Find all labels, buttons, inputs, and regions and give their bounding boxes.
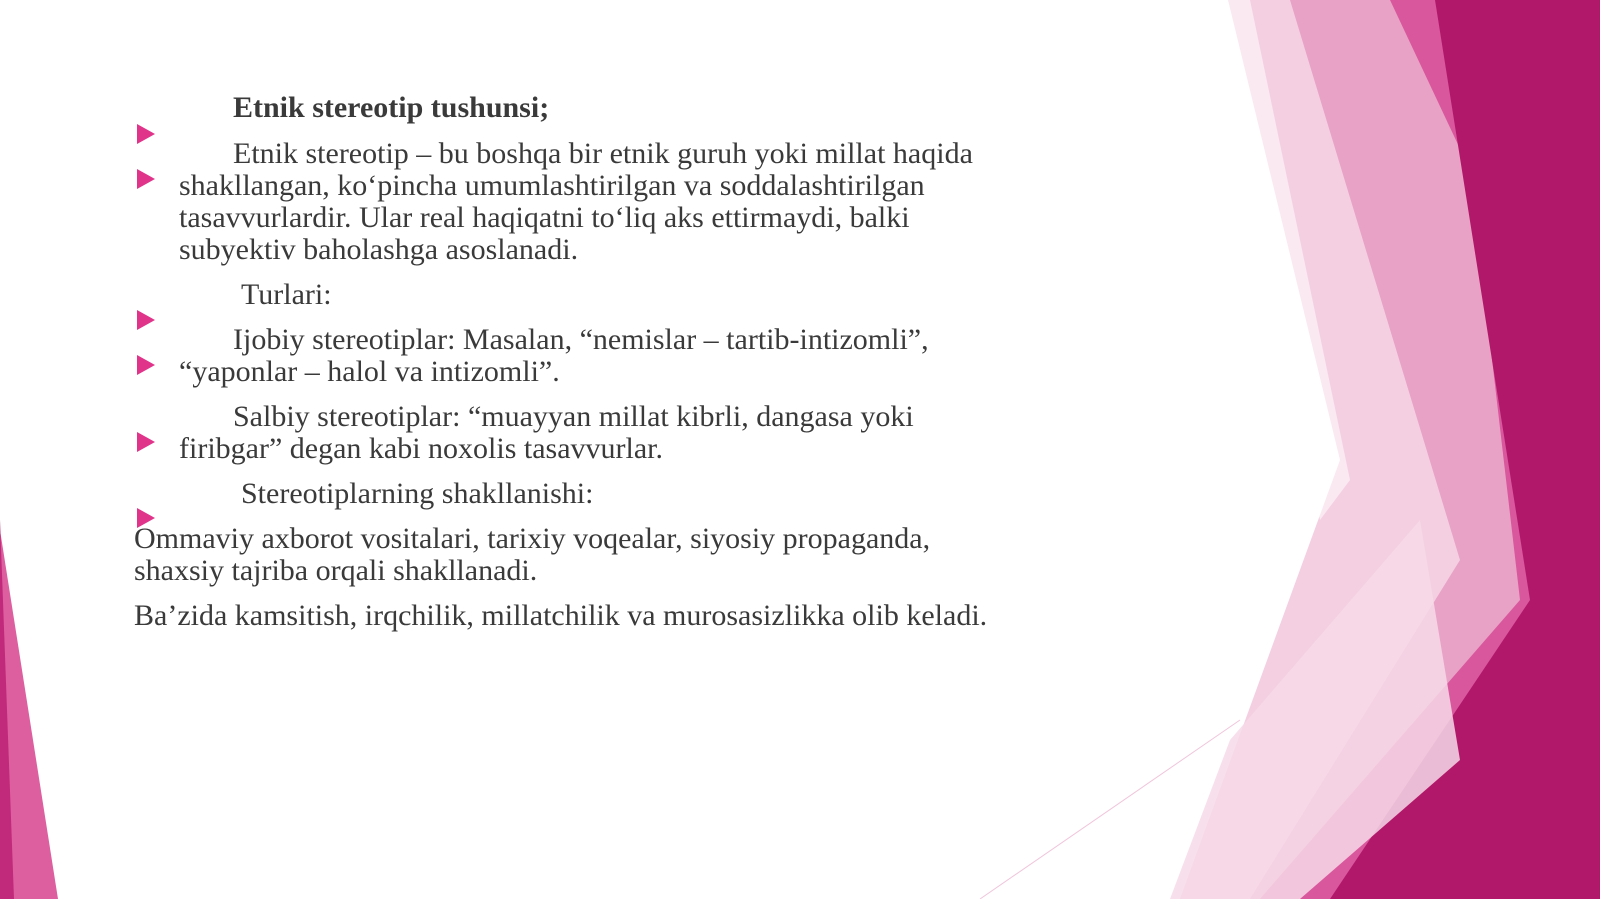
bullet-arrow-icon <box>137 432 155 452</box>
negative-stereotypes-line: Salbiy stereotiplar: “muayyan millat kibrli, dangasa yoki <box>233 400 914 433</box>
formation-heading: Stereotiplarning shakllanishi: <box>241 477 594 510</box>
positive-stereotypes-line: “yaponlar – halol va intizomli”. <box>179 355 560 388</box>
bullet-arrow-icon <box>137 310 155 330</box>
definition-line: subyektiv baholashga asoslanadi. <box>179 233 579 266</box>
positive-stereotypes-line: Ijobiy stereotiplar: Masalan, “nemislar – tartib-intizomli”, <box>233 323 929 356</box>
types-heading: Turlari: <box>241 278 332 311</box>
bullet-arrow-icon <box>137 355 155 375</box>
formation-line: shaxsiy tajriba orqali shakllanadi. <box>134 554 538 587</box>
definition-line: shakllangan, ko‘pincha umumlashtirilgan va soddalashtirilgan <box>179 169 925 202</box>
negative-stereotypes-line: firibgar” degan kabi noxolis tasavvurlar. <box>179 432 664 465</box>
formation-line: Ommaviy axborot vositalari, tarixiy voqealar, siyosiy propaganda, <box>134 522 931 555</box>
slide-heading: Etnik stereotip tushunsi; <box>233 91 550 124</box>
bullet-arrow-icon <box>137 169 155 189</box>
bullet-arrow-icon <box>137 124 155 144</box>
definition-line: Etnik stereotip – bu boshqa bir etnik guruh yoki millat haqida <box>233 137 973 170</box>
definition-line: tasavvurlardir. Ular real haqiqatni to‘liq aks ettirmaydi, balki <box>179 201 910 234</box>
consequence-line: Ba’zida kamsitish, irqchilik, millatchilik va murosasizlikka olib keladi. <box>134 599 988 632</box>
